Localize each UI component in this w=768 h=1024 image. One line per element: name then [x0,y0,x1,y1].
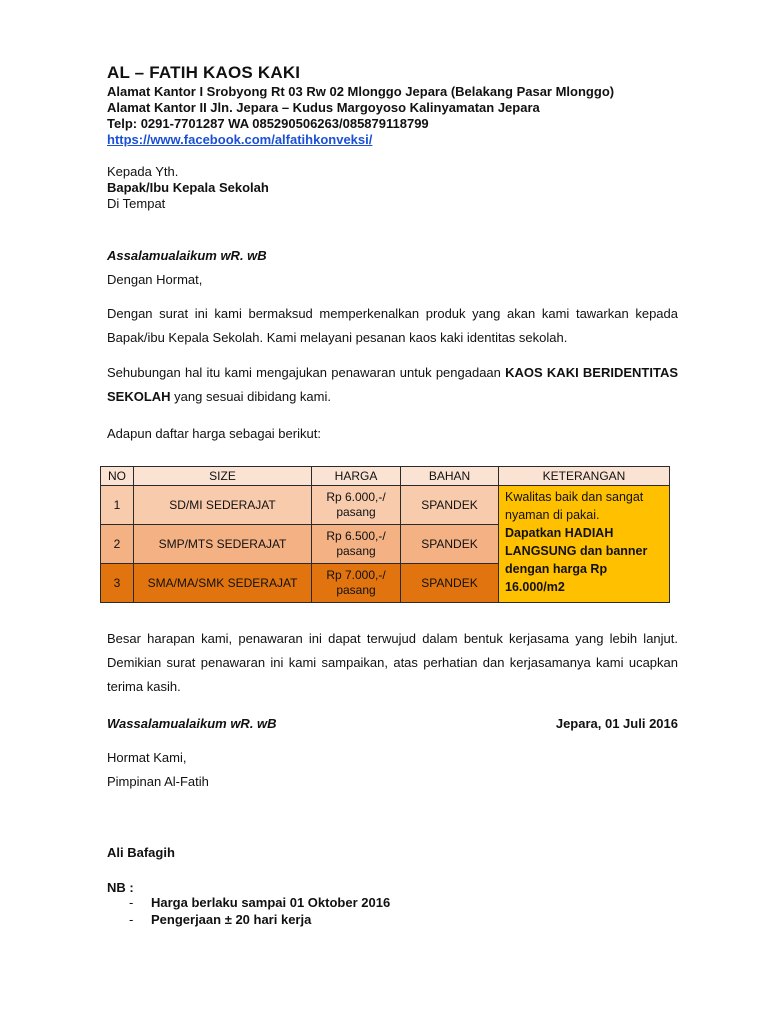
nb-label: NB : [107,880,134,895]
keterangan-quality: Kwalitas baik dan sangat nyaman di pakai. [505,490,644,522]
signer-position: Pimpinan Al-Fatih [107,774,209,789]
list-dash: - [129,912,134,927]
paragraph-offer-prefix: Sehubungan hal itu kami mengajukan penawaran untuk pengadaan [107,365,506,380]
cell-harga [312,486,401,525]
harga-amount: Rp 6.000,-/ [326,490,386,504]
list-item [129,912,312,927]
cell-bahan: SPANDEK [401,486,499,525]
table-header-row [101,467,670,486]
table-row [101,486,670,525]
cell-size: SD/MI SEDERAJAT [134,486,312,525]
paragraph-offer-suffix: yang sesuai dibidang kami. [170,389,331,404]
harga-unit: pasang [336,583,376,597]
paragraph-offer [107,361,678,409]
facebook-link[interactable]: https://www.facebook.com/alfatihkonveksi/ [107,132,373,147]
letter-date: Jepara, 01 Juli 2016 [555,716,678,731]
cell-harga [312,525,401,564]
cell-bahan: SPANDEK [401,564,499,603]
cell-no: 3 [101,564,134,603]
company-title: AL – FATIH KAOS KAKI [107,63,301,82]
price-table [100,466,670,603]
nb-item-text: Harga berlaku sampai 01 Oktober 2016 [151,895,391,910]
harga-unit: pasang [336,544,376,558]
cell-keterangan [499,486,670,603]
greeting: Assalamualaikum wR. wB [107,248,267,263]
cell-no: 1 [101,486,134,525]
recipient-line-3: Di Tempat [107,196,166,211]
col-header-harga: HARGA [312,467,401,486]
salutation: Dengan Hormat, [107,272,203,287]
nb-item-text: Pengerjaan ± 20 hari kerja [151,912,312,927]
recipient-line-2: Bapak/Ibu Kepala Sekolah [107,180,269,195]
col-header-size: SIZE [134,467,312,486]
hormat-kami: Hormat Kami, [107,750,187,765]
keterangan-bonus: Dapatkan HADIAH LANGSUNG dan banner dengan harga Rp 16.000/m2 [505,526,648,594]
address-line-1: Alamat Kantor I Srobyong Rt 03 Rw 02 Mlonggo Jepara (Belakang Pasar Mlonggo) [107,84,615,99]
harga-unit: pasang [336,505,376,519]
cell-size: SMA/MA/SMK SEDERAJAT [134,564,312,603]
recipient-line-1: Kepada Yth. [107,164,179,179]
col-header-no: NO [101,467,134,486]
harga-amount: Rp 6.500,-/ [326,529,386,543]
list-item [129,895,391,910]
paragraph-price-intro: Adapun daftar harga sebagai berikut: [107,426,321,441]
col-header-keterangan: KETERANGAN [499,467,670,486]
cell-no: 2 [101,525,134,564]
cell-bahan: SPANDEK [401,525,499,564]
paragraph-closing: Besar harapan kami, penawaran ini dapat terwujud dalam bentuk kerjasama yang lebih lanjut. Demikian surat penawaran ini kami sampaikan, atas perhatian dan kerjasamanya kami ucapkan terima kasih. [107,631,678,694]
col-header-bahan: BAHAN [401,467,499,486]
paragraph-offer-product: KAOS KAKI BERIDENTITAS SEKOLAH [107,365,679,404]
cell-size: SMP/MTS SEDERAJAT [134,525,312,564]
list-dash: - [129,895,134,910]
phone-line: Telp: 0291-7701287 WA 085290506263/085879118799 [107,116,429,131]
harga-amount: Rp 7.000,-/ [326,568,386,582]
cell-harga [312,564,401,603]
signer-name: Ali Bafagih [107,845,175,860]
paragraph-intro: Dengan surat ini kami bermaksud memperkenalkan produk yang akan kami tawarkan kepada Bapak/ibu Kepala Sekolah. Kami melayani pesanan kaos kaki identitas sekolah. [107,306,678,345]
wassalam: Wassalamualaikum wR. wB [107,716,277,731]
address-line-2: Alamat Kantor II Jln. Jepara – Kudus Margoyoso Kalinyamatan Jepara [107,100,540,115]
